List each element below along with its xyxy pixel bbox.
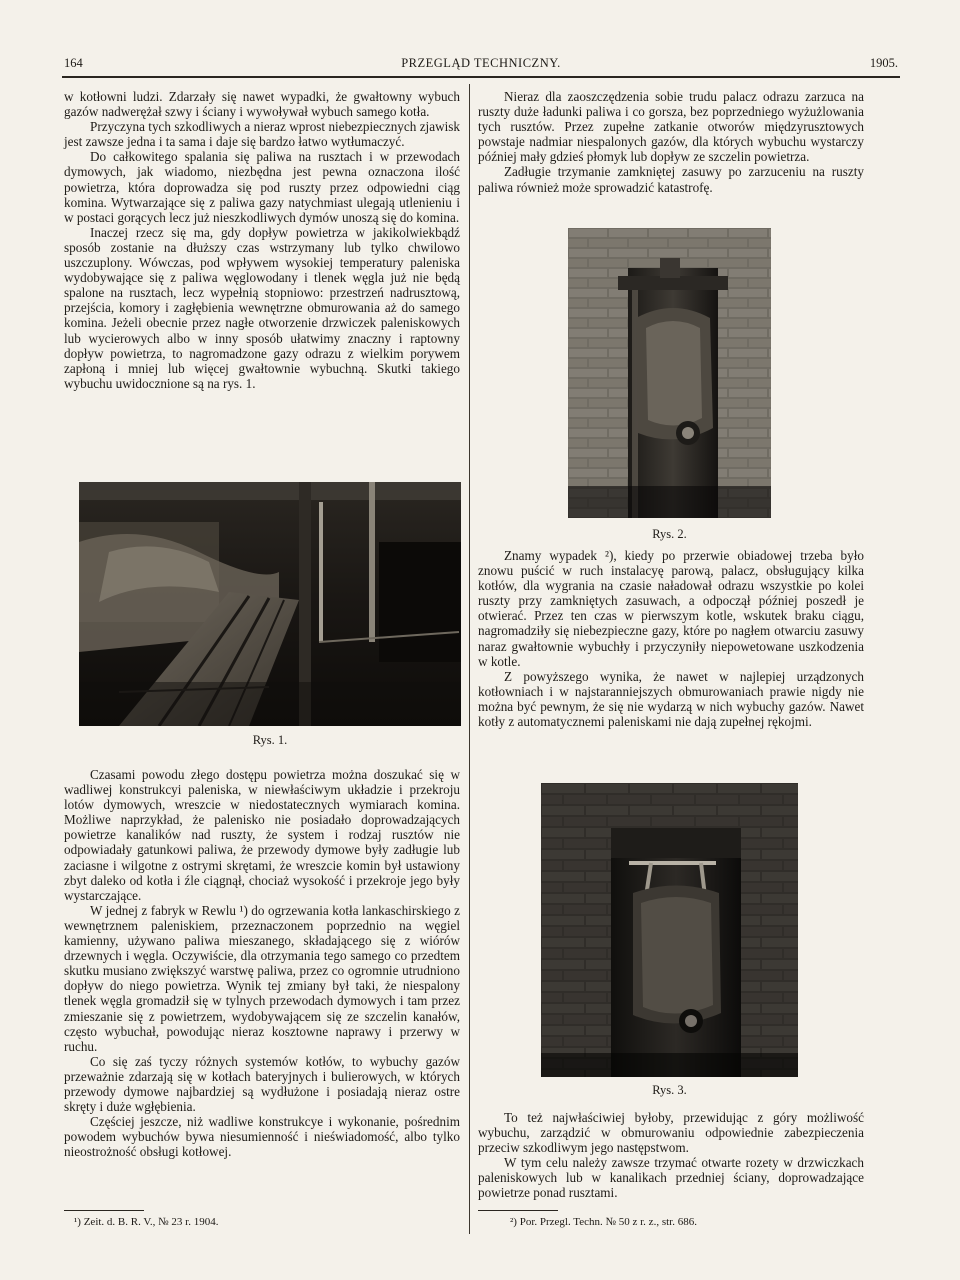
left-column-top-text bbox=[64, 89, 460, 391]
paragraph: W tym celu należy zawsze trzymać otwarte rozety w drzwiczkach paleniskowych lub w kanalikach przedniej ściany, doprowadzające powietrze ponad rusztami. bbox=[478, 1155, 864, 1201]
footnote-1: ¹) Zeit. d. B. R. V., № 23 r. 1904. bbox=[74, 1216, 219, 1228]
year: 1905. bbox=[869, 56, 898, 70]
figure-3-photo bbox=[541, 783, 798, 1077]
page-header bbox=[62, 50, 900, 78]
right-column-bottom-text bbox=[478, 1110, 864, 1201]
page-number: 164 bbox=[64, 56, 83, 70]
paragraph: Z powyższego wynika, że nawet w najlepiej urządzonych kotłowniach i w najstaranniejszych obmurowaniach prawie nigdy nie można być pewnym, że się nie wydarzą w nich wybuchy gazów. Nawet kotły z automatycznemi paleniskami nie dają zupełnej rękojmi. bbox=[478, 668, 864, 730]
paragraph: Znamy wypadek ²), kiedy po przerwie obiadowej trzeba było znowu puścić w ruch instalacyę parową, palacz, obsługujący kilka kotłów, dla wygrania na czasie naładował odrazu wszystkie po kolei ruszty przy zamkniętych zasuwach, a odpoczął później poszedł je otwierać. Przez ten czas w pierwszym kotle, wskutek braku ciągu, nagromadziły się niebezpieczne gazy, które po nagłem otwarciu zasuwy naraz gwałtownie wybuchły i przyczyniły niepowetowane uszkodzenia w kotle. bbox=[478, 548, 864, 669]
paragraph: Przyczyna tych szkodliwych a nieraz wprost niebezpiecznych zjawisk jest zawsze jedna i ta sama i daje się bardzo łatwo wytłumaczyć. bbox=[64, 119, 460, 150]
journal-title: PRZEGLĄD TECHNICZNY. bbox=[401, 56, 561, 70]
figure-2-photo bbox=[568, 228, 771, 518]
right-column-top-text bbox=[478, 89, 864, 195]
footnote-rule bbox=[64, 1210, 144, 1211]
figure-2-caption: Rys. 2. bbox=[652, 527, 687, 541]
paragraph: Inaczej rzecz się ma, gdy dopływ powietrza w jakikolwiekbądź sposób zostanie na dłuższy czas wstrzymany lub tylko chwilowo uszczuplony. Wówczas, pod wpływem wysokiej temperatury paleniska wydobywające się z paliwa węglowodany i tlenek węgla już nie będą spalone na rusztach, lecz wypełnią stopniowo: przestrzeń nadrusztową, przejścia, komory i zagłębienia wewnętrzne obmurowania aż do samego komina. Jeżeli obecnie przez nagłe otworzenie drzwiczek paleniskowych lub wycierowych albo w inny sposób ułatwimy znaczny i raptowny dopływ powietrza, to nagromadzone gazy odrazu z wielkim porywem zapłoną i mniej lub więcej gwałtownie wybuchną. Skutki takiego wybuchu uwidocznione są na rys. 1. bbox=[64, 224, 460, 391]
paragraph: W jednej z fabryk w Rewlu ¹) do ogrzewania kotła lankaschirskiego z wewnętrznem paleniskiem, przeznaczonem poprzednio na węgiel kamienny, używano paliwa mieszanego, składającego się z wiórów drzewnych i węgla. Oczywiście, dla otrzymania tego samego co przedtem skutku musiano zwiększyć warstwę paliwa, przez co ogromnie utrudniono dopływ do niego powietrza. Wynik tej zmiany był taki, że niespalony tlenek węgla gromadził się w tylnych przewodach dymowych i tam przez zmieszanie się z powietrzem, wydobywającem się ze szczelin kanałów, często wybuchał, powodując nieraz kosztowne naprawy i przerwy w ruchu. bbox=[64, 902, 460, 1054]
paragraph: w kotłowni ludzi. Zdarzały się nawet wypadki, że gwałtowny wybuch gazów nadwerężał szwy i ściany i wywoływał wybuch samego kotła. bbox=[64, 89, 460, 120]
paragraph: To też najwłaściwiej byłoby, przewidując z góry możliwość wybuchu, zarządzić w obmurowaniu odpowiednie zabezpieczenia przeciw szkodliwym jego następstwom. bbox=[478, 1110, 864, 1156]
column-divider bbox=[469, 84, 470, 1234]
furnace-door-vent-image bbox=[568, 228, 771, 518]
left-column-bottom-text bbox=[64, 767, 460, 1159]
figure-3-caption: Rys. 3. bbox=[652, 1083, 687, 1097]
figure-1-photo bbox=[79, 482, 461, 726]
paragraph: Zadługie trzymanie zamkniętej zasuwy po zarzuceniu na ruszty paliwa również może sprowadzić katastrofę. bbox=[478, 164, 864, 195]
paragraph: Czasami powodu złego dostępu powietrza można doszukać się w wadliwej konstrukcyi paleniska, w niewłaściwym układzie i przekroju lotów dymowych, wreszcie w niedostatecznych wymiarach komina. Możliwe naprzykład, że palenisko nie posiadało doprowadzających powietrze kanalików nad ruszty, że system i rodzaj rusztów nie odpowiadały gatunkowi paliwa, że przewody dymowe były zadługie lub zaciasne i wilgotne z ostrymi skrętami, że wreszcie komin był ustawiony zbyt daleko od kotła i źle ciągnął, chociaż wysokość i przekroje jego były wystarczające. bbox=[64, 767, 460, 903]
furnace-door-open-vent-image bbox=[541, 783, 798, 1077]
right-column-middle-text bbox=[478, 548, 864, 729]
paragraph: Nieraz dla zaoszczędzenia sobie trudu palacz odrazu zarzuca na ruszty duże ładunki paliwa i co gorsza, bez poprzedniego wyżużlowania tych rusztów. Przez zupełne zatkanie otworów międzyrusztowych powstaje nadmiar niespalonych gazów, dla których wybuchu wystarczy później mały gdzieś płomyk lub dopływ ze szczelin powietrza. bbox=[478, 89, 864, 165]
paragraph: Do całkowitego spalania się paliwa na rusztach i w przewodach dymowych, jak wiadomo, niezbędna jest pewna oznaczona ilość powietrza, która doprowadza się pod ruszty przez odpowiedni ciąg komina. Wytwarzające się z paliwa gazy natychmiast ulegają utlenieniu i w postaci gorących lecz już nieszkodliwych dymów unoszą się do komina. bbox=[64, 149, 460, 225]
paragraph: Co się zaś tyczy różnych systemów kotłów, to wybuchy gazów przeważnie zdarzają się w kotłach bateryjnych i bulierowych, w których przewody dymowe najbardziej są wydłużone i posiadają nieraz ostre skręty i duże wgłębienia. bbox=[64, 1053, 460, 1115]
paragraph: Częściej jeszcze, niż wadliwe konstrukcye i wykonanie, pośrednim powodem wybuchów bywa niesumienność i nieświadomość, albo tylko nieostrożność obsługi kotłowej. bbox=[64, 1114, 460, 1160]
figure-1-caption: Rys. 1. bbox=[252, 733, 288, 747]
footnote-rule bbox=[478, 1210, 558, 1211]
boiler-room-wreckage-image bbox=[79, 482, 461, 726]
footnote-2: ²) Por. Przegl. Techn. № 50 z r. z., str. 686. bbox=[510, 1216, 697, 1228]
